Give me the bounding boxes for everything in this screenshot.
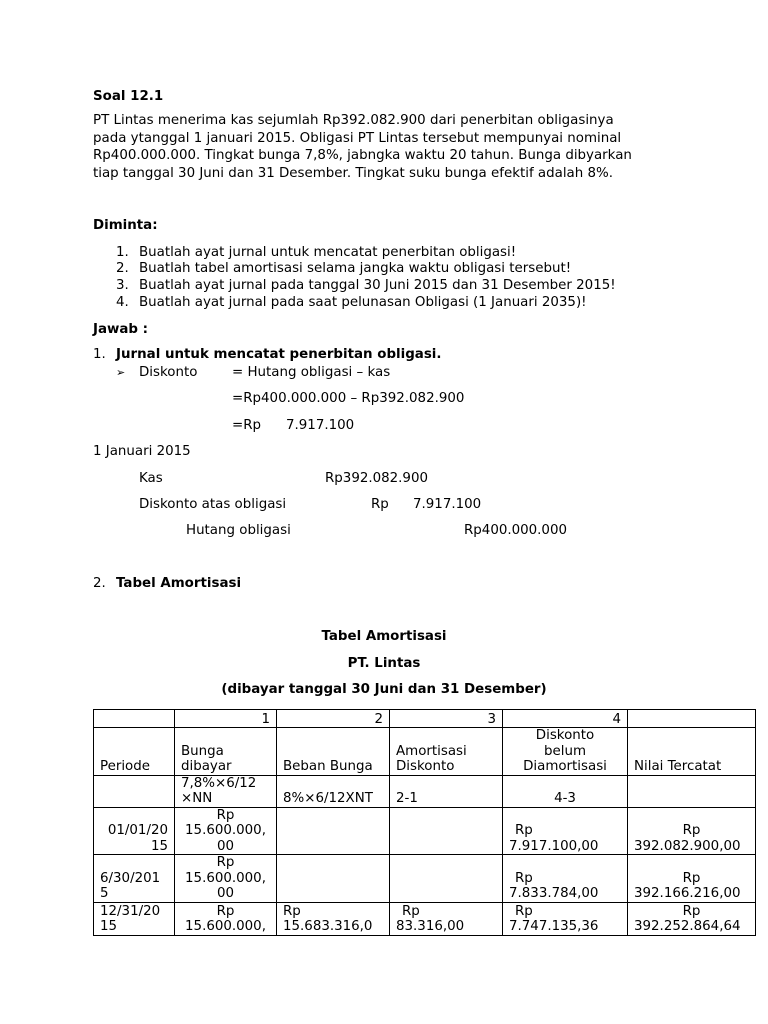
cell-text: 00 [216,838,235,854]
formula-row [94,775,756,807]
problem-title: Soal 12.1 [93,89,164,104]
header-text: Beban Bunga [283,759,373,774]
column-number: 1 [175,710,277,728]
diskonto-formula: = Hutang obligasi – kas [232,365,391,380]
cell-text: Rp [216,807,235,823]
cell-amortisasi [390,855,503,903]
header-beban-bunga [277,728,390,776]
diskonto-result-prefix: =Rp [232,418,262,433]
journal-kas-label: Kas [139,471,163,486]
intro-line: Rp400.000.000. Tingkat bunga 7,8%, jabngka waktu 20 tahun. Bunga dibyarkan [93,148,632,163]
table-header-row [94,728,756,776]
list-item-number: 4. [116,295,129,310]
column-number [94,710,175,728]
cell-text: 6/30/201 [100,870,161,886]
journal-hutang-value: Rp400.000.000 [464,523,567,538]
intro-line: pada ytanggal 1 januari 2015. Obligasi PT Lintas tersebut mempunyai nominal [93,130,622,146]
list-item: Buatlah ayat jurnal untuk mencatat penerbitan obligasi! [139,245,517,260]
cell-text: 00 [216,886,235,901]
diskonto-substitution: =Rp400.000.000 – Rp392.082.900 [232,391,465,406]
formula-text: ×NN [181,791,213,806]
cell-text: 15.600.000, [185,870,266,886]
journal-hutang-label: Hutang obligasi [186,523,291,538]
table-subtitle: (dibayar tanggal 30 Juni dan 31 Desember) [221,682,547,697]
cell-text: Rp [216,903,235,919]
cell-text: Rp [216,855,235,870]
header-text: Amortisasi [396,743,467,759]
cell-text: Rp [402,903,420,919]
header-text: Nilai Tercatat [634,759,722,774]
cell-text: 7.833.784,00 [509,886,599,901]
cell-diskonto-belum [503,807,628,855]
formula-text: 2-1 [396,791,418,806]
formula-cell [175,775,277,807]
formula-cell [390,775,503,807]
header-nilai-tercatat [628,728,756,776]
diminta-heading: Diminta: [93,218,158,233]
cell-text: Rp [682,823,701,838]
table-row [94,807,756,855]
journal-diskonto-value: 7.917.100 [413,497,482,512]
header-text: Bunga [181,743,224,759]
cell-text: 15 [150,838,168,854]
header-text: dibayar [181,759,232,774]
cell-periode [94,902,175,935]
diskonto-result-value: 7.917.100 [286,418,355,433]
cell-text: 01/01/20 [107,823,168,838]
cell-text: 15.683.316,0 [283,919,373,934]
cell-text: 392.082.900,00 [634,838,741,854]
cell-text: Rp [515,870,533,886]
cell-text: Rp [515,903,533,919]
jawab-heading: Jawab : [93,322,149,337]
cell-bunga [175,855,277,903]
table-row [94,855,756,903]
table-company: PT. Lintas [347,656,421,671]
header-bunga-dibayar [175,728,277,776]
header-diskonto-belum-diamortisasi [503,728,628,776]
section-2-title: Tabel Amortisasi [116,576,242,591]
header-amortisasi-diskonto [390,728,503,776]
list-item-number: 2. [116,261,129,276]
list-item-number: 3. [116,278,129,293]
cell-text: Rp [283,903,301,919]
header-text: belum [544,743,586,759]
cell-beban [277,902,390,935]
journal-diskonto-rp: Rp [371,497,389,512]
column-number: 4 [503,710,628,728]
formula-text: 8%×6/12XNT [283,791,373,806]
cell-diskonto-belum [503,855,628,903]
header-text: Diamortisasi [523,759,607,774]
cell-nilai-tercatat [628,902,756,935]
formula-cell [277,775,390,807]
list-item: Buatlah tabel amortisasi selama jangka waktu obligasi tersebut! [139,261,572,276]
section-1-title: Jurnal untuk mencatat penerbitan obligasi. [116,347,442,362]
cell-beban [277,855,390,903]
amortization-table [93,709,756,936]
cell-text: 7.917.100,00 [509,838,599,854]
table-row [94,902,756,935]
cell-text: 5 [100,886,109,901]
cell-text: 392.252.864,64 [634,919,741,934]
cell-text: Rp [515,823,533,838]
column-number-row [94,710,756,728]
cell-text: 15.600.000, [185,919,266,934]
cell-text: 83.316,00 [396,919,465,934]
list-item: Buatlah ayat jurnal pada saat pelunasan Obligasi (1 Januari 2035)! [139,295,587,310]
cell-text: 15 [100,919,118,934]
cell-bunga [175,807,277,855]
cell-text: 15.600.000, [185,823,266,838]
cell-nilai-tercatat [628,855,756,903]
cell-beban [277,807,390,855]
cell-diskonto-belum [503,902,628,935]
cell-text: Rp [682,870,701,886]
cell-amortisasi [390,902,503,935]
cell-text: Rp [682,903,701,919]
formula-text: 7,8%×6/12 [181,775,257,791]
section-1-number: 1. [93,347,106,362]
journal-kas-value: Rp392.082.900 [325,471,428,486]
intro-line: tiap tanggal 30 Juni dan 31 Desember. Tingkat suku bunga efektif adalah 8%. [93,165,613,181]
list-item: Buatlah ayat jurnal pada tanggal 30 Juni 2015 dan 31 Desember 2015! [139,278,616,293]
intro-paragraph [93,112,693,182]
cell-periode [94,855,175,903]
column-number: 3 [390,710,503,728]
cell-nilai-tercatat [628,807,756,855]
arrow-bullet-icon: ➢ [116,366,126,379]
intro-line: PT Lintas menerima kas sejumlah Rp392.082.900 dari penerbitan obligasinya [93,113,614,128]
formula-text: 4-3 [554,791,576,806]
header-periode [94,728,175,776]
header-text: Diskonto [396,759,455,774]
column-number: 2 [277,710,390,728]
cell-periode [94,807,175,855]
journal-diskonto-label: Diskonto atas obligasi [139,497,287,512]
diskonto-label: Diskonto [139,365,198,380]
formula-cell [503,775,628,807]
journal-date: 1 Januari 2015 [93,444,191,459]
cell-bunga [175,902,277,935]
header-text: Diskonto [535,728,595,743]
table-title: Tabel Amortisasi [321,629,447,644]
formula-cell [628,775,756,807]
column-number [628,710,756,728]
header-text: Periode [100,759,150,774]
cell-text: 7.747.135,36 [509,919,599,934]
list-item-number: 1. [116,245,129,260]
cell-text: 12/31/20 [100,903,161,919]
cell-amortisasi [390,807,503,855]
section-2-number: 2. [93,576,106,591]
cell-text: 392.166.216,00 [634,886,741,901]
formula-cell [94,775,175,807]
